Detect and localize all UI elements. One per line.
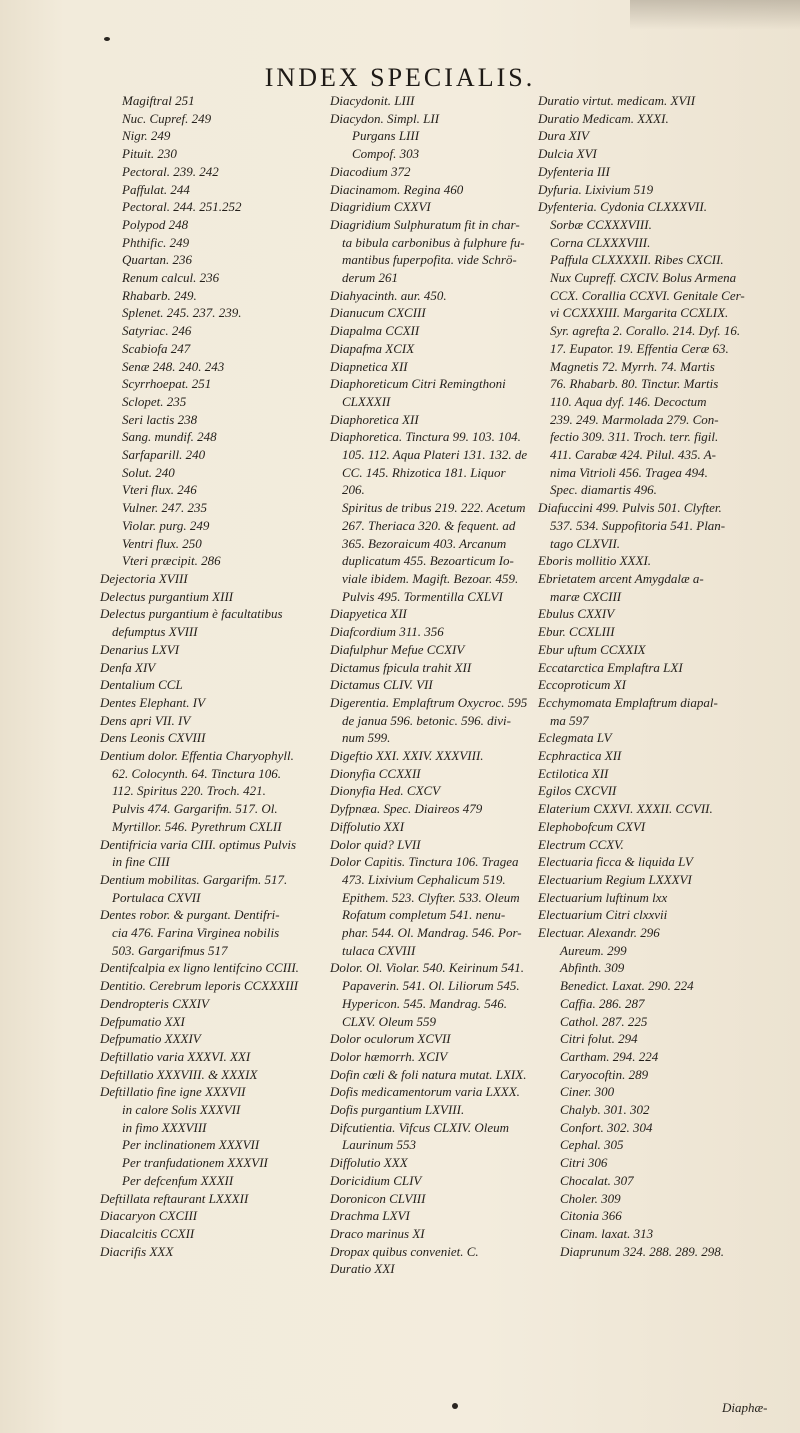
index-entry: Polypod 248 [122, 216, 189, 232]
index-entry: Sarfaparill. 240 [122, 447, 206, 463]
index-entry: Diffolutio XXI [330, 818, 405, 834]
index-entry: Electuar. Alexandr. 296 [538, 925, 660, 941]
index-entry: Sang. mundif. 248 [122, 429, 217, 445]
index-entry: 411. Carabæ 424. Pilul. 435. A- [550, 447, 716, 463]
index-entry: viale ibidem. Magift. Bezoar. 459. [342, 570, 519, 586]
index-entry: Eccoproticum XI [538, 677, 626, 693]
index-entry: Purgans LIII [352, 128, 420, 144]
index-entry: Dyfenteria III [538, 163, 610, 179]
index-entry: Diacodium 372 [330, 163, 411, 179]
index-entry: Diaphoretica XII [330, 411, 419, 427]
index-entry: Dictamus fpicula trahit XII [330, 659, 472, 675]
index-entry: Epithem. 523. Clyfter. 533. Oleum [342, 889, 520, 905]
index-entry: Dyfenteria. Cydonia CLXXXVII. [538, 199, 707, 215]
index-entry: Sclopet. 235 [122, 393, 187, 409]
index-entry: Nux Cupreff. CXCIV. Bolus Armena [550, 270, 737, 286]
index-entry: in fine CIII [112, 854, 170, 870]
index-entry: Pulvis 495. Tormentilla CXLVI [342, 588, 503, 604]
index-entry: Ecchymomata Emplaftrum diapal- [538, 694, 718, 710]
index-entry: Dentalium CCL [100, 677, 183, 693]
index-entry: 105. 112. Aqua Plateri 131. 132. de [342, 447, 528, 463]
index-entry: cia 476. Farina Virginea nobilis [112, 925, 280, 941]
index-entry: Egilos CXCVII [538, 783, 617, 799]
index-entry: Laurinum 553 [342, 1137, 417, 1153]
index-entry: Vteri præcipit. 286 [122, 553, 221, 569]
index-entry: Cephal. 305 [560, 1137, 624, 1153]
index-entry: Dura XIV [538, 128, 589, 144]
index-entry: Deftillata reftaurant LXXXII [100, 1190, 249, 1206]
index-entry: Delectus purgantium XIII [100, 588, 234, 604]
index-entry: ta bibula carbonibus à fulphure fu- [342, 234, 525, 250]
index-entry: Doronicon CLVIII [330, 1190, 426, 1206]
index-entry: tago CLXVII. [550, 535, 621, 551]
index-entry: Dofis medicamentorum varia LXXX. [330, 1084, 520, 1100]
index-entry: derum 261 [342, 270, 398, 286]
index-entry: Myrtillor. 546. Pyrethrum CXLII [112, 818, 282, 834]
index-entry: Dolor Capitis. Tinctura 106. Tragea [330, 854, 519, 870]
index-entry: maræ CXCIII [550, 588, 622, 604]
index-entry: Electuarium Regium LXXXVI [538, 871, 692, 887]
index-entry: Dyfpnæa. Spec. Diaireos 479 [330, 801, 483, 817]
index-column-1 [100, 92, 318, 1260]
index-entry: Ventri flux. 250 [122, 535, 202, 551]
index-entry: Nigr. 249 [122, 128, 171, 144]
index-entry: Nuc. Cupref. 249 [122, 110, 212, 126]
index-entry: Ebur. CCXLIII [538, 624, 615, 640]
index-entry: Choler. 309 [560, 1190, 621, 1206]
index-entry: Cathol. 287. 225 [560, 1013, 648, 1029]
index-entry: Paffulat. 244 [122, 181, 190, 197]
index-entry: 267. Theriaca 320. & fequent. ad [342, 517, 516, 533]
index-entry: 365. Bezoraicum 403. Arcanum [342, 535, 507, 551]
index-entry: Aureum. 299 [560, 942, 627, 958]
index-entry: Confort. 302. 304 [560, 1119, 653, 1135]
index-entry: Draco marinus XI [330, 1226, 425, 1241]
index-entry: Corna CLXXXVIII. [550, 234, 651, 250]
index-entry: Caryocoftin. 289 [560, 1066, 649, 1082]
index-entry: 17. Eupator. 19. Effentia Ceræ 63. [550, 340, 729, 356]
index-entry: CLXV. Oleum 559 [342, 1013, 437, 1029]
index-entry: Dentium dolor. Effentia Charyophyll. [100, 748, 294, 764]
index-entry: Dens Leonis CXVIII [100, 730, 206, 746]
page-corner-shadow [630, 0, 800, 30]
index-entry: Difcutientia. Vifcus CLXIV. Oleum [330, 1119, 509, 1135]
index-entry: Rofatum completum 541. nenu- [342, 907, 506, 923]
index-entry: Senæ 248. 240. 243 [122, 358, 225, 374]
index-entry: 239. 249. Marmolada 279. Con- [550, 411, 719, 427]
index-entry: Eccatarctica Emplaftra LXI [538, 659, 683, 675]
index-entry: Dictamus CLIV. VII [330, 677, 433, 693]
index-entry: Ebulus CXXIV [538, 606, 615, 622]
index-entry: 473. Lixivium Cephalicum 519. [342, 871, 506, 887]
index-entry: Caffia. 286. 287 [560, 995, 645, 1011]
index-entry: Sorbæ CCXXXVIII. [550, 216, 652, 232]
index-entry: Dendropteris CXXIV [100, 995, 209, 1011]
index-entry: Denfa XIV [100, 659, 156, 675]
index-entry: Diaphoreticum Citri Remingthoni [330, 376, 506, 392]
index-entry: Diapyetica XII [330, 606, 407, 622]
index-entry: Dentifcalpia ex ligno lentifcino CCIII. [100, 960, 299, 976]
index-entry: Violar. purg. 249 [122, 517, 210, 533]
index-entry: Dentium mobilitas. Gargarifm. 517. [100, 871, 288, 887]
index-entry: Digeftio XXI. XXIV. XXXVIII. [330, 748, 484, 764]
index-entry: Electuaria ficca & liquida LV [538, 854, 693, 870]
index-entry: Duratio Medicam. XXXI. [538, 110, 669, 126]
index-entry: Electuarium Citri clxxvii [538, 907, 668, 923]
index-entry: Electrum CCXV. [538, 836, 624, 852]
index-entry: Scyrrhoepat. 251 [122, 376, 212, 392]
index-entry: duplicatum 455. Bezoarticum Io- [342, 553, 514, 569]
index-entry: Defpumatio XXXIV [100, 1031, 201, 1047]
index-entry: de janua 596. betonic. 596. divi- [342, 712, 511, 728]
index-entry: Ectilotica XII [538, 765, 609, 781]
index-entry: Benedict. Laxat. 290. 224 [560, 978, 694, 994]
page-title: INDEX SPECIALIS. [264, 63, 536, 92]
index-entry: 110. Aqua dyf. 146. Decoctum [550, 393, 707, 409]
index-entry: Diacydonit. LIII [330, 93, 415, 108]
index-entry: Duratio virtut. medicam. XVII [538, 93, 696, 108]
index-entry: Eclegmata LV [538, 730, 612, 746]
index-entry: Satyriac. 246 [122, 323, 192, 339]
index-entry: Quartan. 236 [122, 252, 193, 268]
index-entry: Digerentia. Emplaftrum Oxycroc. 595 [330, 694, 528, 710]
index-entry: Diacinamom. Regina 460 [330, 181, 464, 197]
index-entry: Dentes robor. & purgant. Dentifri- [100, 907, 280, 923]
index-entry: Syr. agrefta 2. Corallo. 214. Dyf. 16. [550, 323, 741, 339]
index-entry: Delectus purgantium è facultatibus [100, 606, 283, 622]
index-entry: Dentes Elephant. IV [100, 694, 206, 710]
index-entry: Electuarium luftinum lxx [538, 889, 668, 905]
index-entry: Pituit. 230 [122, 146, 177, 162]
index-entry: Diapalma CCXII [330, 323, 420, 339]
index-entry: Spiritus de tribus 219. 222. Acetum [342, 500, 526, 516]
index-entry: Solut. 240 [122, 464, 175, 480]
index-entry: Dolor. Ol. Violar. 540. Keirinum 541. [330, 960, 525, 976]
index-entry: Duratio XXI [330, 1261, 395, 1277]
index-entry: Dolor oculorum XCVII [330, 1031, 451, 1047]
index-entry: Diaphoretica. Tinctura 99. 103. 104. [330, 429, 521, 445]
index-entry: vi CCXXXIII. Margarita CCXLIX. [550, 305, 729, 321]
index-entry: Deftillatio fine igne XXXVII [100, 1084, 246, 1100]
index-entry: Diffolutio XXX [330, 1155, 408, 1171]
index-entry: Dentifricia varia CIII. optimus Pulvis [100, 836, 297, 852]
index-entry: mantibus fuperpofita. vide Schrö- [342, 252, 517, 268]
index-entry: Deftillatio varia XXXVI. XXI [100, 1048, 251, 1064]
index-entry: Portulaca CXVII [112, 889, 201, 905]
index-entry: Citri 306 [560, 1155, 608, 1171]
index-entry: 503. Gargarifmus 517 [112, 942, 228, 958]
index-entry: Diagridium CXXVI [330, 199, 431, 215]
index-entry: Chocalat. 307 [560, 1172, 634, 1188]
index-entry: ma 597 [550, 712, 589, 728]
index-entry: Dionyfia Hed. CXCV [330, 783, 441, 799]
index-entry: 62. Colocynth. 64. Tinctura 106. [112, 765, 281, 781]
index-entry: CCX. Corallia CCXVI. Genitale Cer- [550, 287, 745, 303]
index-entry: Per inclinationem XXXVII [122, 1137, 260, 1153]
ink-spot [104, 37, 110, 41]
index-entry: tulaca CXVIII [342, 942, 416, 958]
index-entry: Dofin cœli & foli natura mutat. LXIX. [330, 1066, 527, 1082]
index-entry: Papaverin. 541. Ol. Liliorum 545. [342, 978, 520, 994]
index-entry: Chalyb. 301. 302 [560, 1102, 650, 1118]
index-entry: Drachma LXVI [330, 1208, 410, 1224]
index-entry: Paffula CLXXXXII. Ribes CXCII. [550, 252, 724, 268]
index-entry: Hypericon. 545. Mandrag. 546. [342, 995, 508, 1011]
index-entry: Elaterium CXXVI. XXXII. CCVII. [538, 801, 713, 817]
index-entry: Diacrifis XXX [100, 1243, 174, 1259]
index-entry: Vteri flux. 246 [122, 482, 197, 498]
index-entry: Deftillatio XXXVIII. & XXXIX [100, 1066, 258, 1082]
index-entry: Cartham. 294. 224 [560, 1048, 659, 1064]
index-entry: Vulner. 247. 235 [122, 500, 207, 516]
index-entry: Pulvis 474. Gargarifm. 517. Ol. [112, 801, 278, 817]
index-entry: Dropax quibus conveniet. C. [330, 1243, 479, 1259]
index-entry: CLXXXII [342, 393, 391, 409]
index-entry: Magnetis 72. Myrrh. 74. Martis [550, 358, 715, 374]
index-entry: Phthific. 249 [122, 234, 190, 250]
index-column-3 [538, 92, 768, 1260]
index-entry: Splenet. 245. 237. 239. [122, 305, 242, 321]
index-entry: Diahyacinth. aur. 450. [330, 287, 447, 303]
index-entry: Per tranfudationem XXXVII [122, 1155, 268, 1171]
index-entry: Diagridium Sulphuratum fit in char- [330, 216, 520, 232]
index-entry: nima Vitrioli 456. Tragea 494. [550, 464, 708, 480]
index-entry: 112. Spiritus 220. Troch. 421. [112, 783, 266, 799]
index-entry: Abfinth. 309 [560, 960, 625, 976]
index-entry: 76. Rhabarb. 80. Tinctur. Martis [550, 376, 719, 392]
index-entry: Elephobofcum CXVI [538, 818, 646, 834]
index-column-2 [330, 92, 530, 1278]
index-entry: Pectoral. 244. 251.252 [122, 199, 242, 215]
index-entry: Dejectoria XVIII [100, 570, 188, 586]
index-entry: Pectoral. 239. 242 [122, 163, 219, 179]
index-entry: Citonia 366 [560, 1208, 622, 1224]
index-entry: Dolor quid? LVII [330, 836, 421, 852]
index-entry: Dyfuria. Lixivium 519 [538, 181, 654, 197]
index-entry: phar. 544. Ol. Mandrag. 546. Por- [342, 925, 522, 941]
index-entry: Seri lactis 238 [122, 411, 198, 427]
index-entry: Diapafma XCIX [330, 340, 415, 356]
index-entry: defumptus XVIII [112, 624, 198, 640]
index-entry: Dolor hæmorrh. XCIV [330, 1048, 448, 1064]
index-entry: Ciner. 300 [560, 1084, 615, 1100]
index-entry: Magiftral 251 [122, 93, 195, 108]
index-entry: Per defcenfum XXXII [122, 1172, 234, 1188]
index-entry: num 599. [342, 730, 391, 746]
index-entry: Ebur uftum CCXXIX [538, 641, 646, 657]
index-entry: Diafulphur Mefue CCXIV [330, 641, 465, 657]
index-entry: Diacaryon CXCIII [100, 1208, 198, 1224]
index-entry: Compof. 303 [352, 146, 420, 162]
catchword: Diaphæ- [722, 1400, 768, 1415]
index-entry: Ebrietatem arcent Amygdalæ a- [538, 570, 704, 586]
index-entry: Doricidium CLIV [330, 1172, 422, 1188]
index-entry: fectio 309. 311. Troch. terr. figil. [550, 429, 719, 445]
index-entry: Cinam. laxat. 313 [560, 1226, 654, 1241]
index-entry: Scabiofa 247 [122, 340, 191, 356]
index-entry: Rhabarb. 249. [122, 287, 197, 303]
index-entry: Denarius LXVI [100, 641, 180, 657]
index-entry: Spec. diamartis 496. [550, 482, 657, 498]
index-entry: Dionyfia CCXXII [330, 765, 421, 781]
index-entry: in fimo XXXVIII [122, 1119, 207, 1135]
index-entry: Defpumatio XXI [100, 1013, 185, 1029]
index-entry: Dofis purgantium LXVIII. [330, 1102, 465, 1118]
index-entry: in calore Solis XXXVII [122, 1102, 241, 1118]
index-entry: Renum calcul. 236 [122, 270, 220, 286]
index-entry: Eboris mollitio XXXI. [538, 553, 652, 569]
index-entry: Dianucum CXCIII [330, 305, 426, 321]
index-entry: 537. 534. Suppofitoria 541. Plan- [550, 517, 726, 533]
ink-spot-bottom [452, 1403, 458, 1409]
index-entry: Dentitio. Cerebrum leporis CCXXXIII [100, 978, 299, 994]
index-entry: Diacalcitis CCXII [100, 1226, 195, 1241]
index-entry: Ecphractica XII [538, 748, 622, 764]
index-entry: Citri folut. 294 [560, 1031, 638, 1047]
index-entry: Diacydon. Simpl. LII [330, 110, 440, 126]
index-entry: Diafuccini 499. Pulvis 501. Clyfter. [538, 500, 722, 516]
index-entry: Diapnetica XII [330, 358, 408, 374]
index-entry: CC. 145. Rhizotica 181. Liquor 206. [342, 464, 506, 498]
index-entry: Dens apri VII. IV [100, 712, 191, 728]
index-entry: Diaprunum 324. 288. 289. 298. [560, 1243, 724, 1259]
index-entry: Dulcia XVI [538, 146, 597, 162]
index-entry: Diafcordium 311. 356 [330, 624, 444, 640]
